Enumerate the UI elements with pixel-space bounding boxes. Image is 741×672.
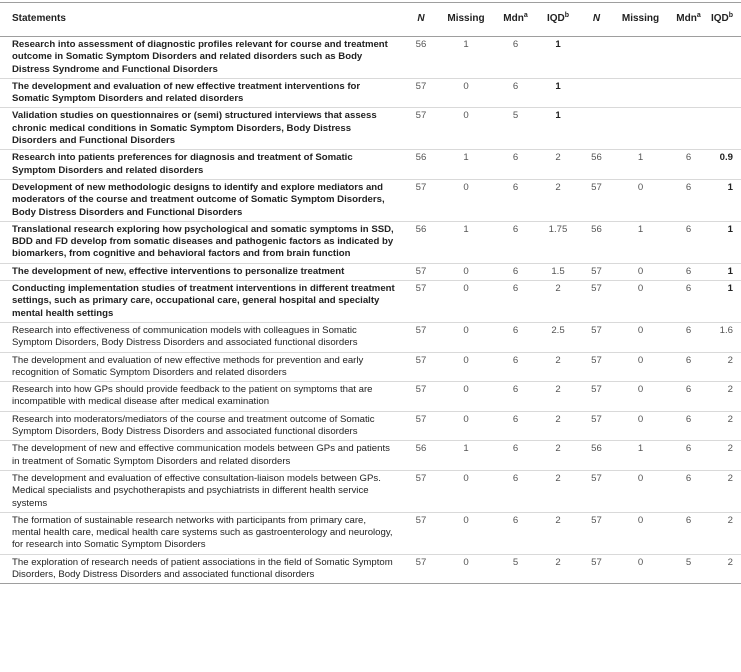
- cell-iqd-round1: 2: [536, 441, 580, 471]
- cell-missing-round1: 0: [437, 322, 495, 352]
- cell-mdn-round1: 6: [495, 263, 536, 280]
- cell-n-round2: 57: [580, 411, 613, 441]
- cell-n-round2: 57: [580, 470, 613, 512]
- cell-n-round1: 57: [405, 263, 437, 280]
- cell-iqd-round1: 1.75: [536, 221, 580, 263]
- cell-mdn-round2: 6: [668, 512, 709, 554]
- header-n-round2: N: [580, 3, 613, 37]
- cell-iqd-round2: 0.9: [709, 150, 741, 180]
- cell-mdn-round2: 5: [668, 554, 709, 584]
- cell-missing-round2: 0: [613, 382, 668, 412]
- delphi-results-table: [0, 2, 741, 584]
- table-row: [0, 352, 741, 382]
- cell-n-round1: 57: [405, 78, 437, 108]
- table-row: [0, 108, 741, 150]
- cell-statement: The development and evaluation of new effective treatment interventions for Somatic Symptom Disorders and related disorders: [0, 78, 405, 108]
- cell-mdn-round2: [668, 37, 709, 79]
- table-row: [0, 441, 741, 471]
- cell-statement: Research into patients preferences for diagnosis and treatment of Somatic Symptom Disorders and related disorders: [0, 150, 405, 180]
- cell-missing-round1: 0: [437, 382, 495, 412]
- cell-statement: Research into effectiveness of communication models with colleagues in Somatic Symptom Disorders, Body Distress Disorders and associated functional disorders: [0, 322, 405, 352]
- cell-mdn-round1: 6: [495, 352, 536, 382]
- cell-missing-round2: 1: [613, 441, 668, 471]
- cell-statement: Development of new methodologic designs to identify and explore mediators and moderators of the course and treatment outcome of Somatic Symptom Disorders, Body Distress Disorders and Functional Disorders: [0, 179, 405, 221]
- table-row: [0, 382, 741, 412]
- cell-n-round2: [580, 108, 613, 150]
- cell-n-round2: 56: [580, 150, 613, 180]
- table-row: [0, 221, 741, 263]
- cell-iqd-round2: 1: [709, 221, 741, 263]
- cell-missing-round1: 0: [437, 411, 495, 441]
- cell-iqd-round1: 2: [536, 352, 580, 382]
- cell-mdn-round2: 6: [668, 179, 709, 221]
- cell-iqd-round1: 1: [536, 108, 580, 150]
- cell-statement: The formation of sustainable research networks with participants from primary care, mental health care, medical health care systems such as gastroenterology and neurology, for research into Somatic Symptom Disorders: [0, 512, 405, 554]
- cell-missing-round1: 1: [437, 221, 495, 263]
- cell-missing-round1: 1: [437, 150, 495, 180]
- cell-mdn-round1: 6: [495, 512, 536, 554]
- cell-missing-round1: 0: [437, 108, 495, 150]
- cell-statement: The development of new, effective interventions to personalize treatment: [0, 263, 405, 280]
- cell-iqd-round1: 2.5: [536, 322, 580, 352]
- cell-iqd-round2: 1.6: [709, 322, 741, 352]
- header-statements: Statements: [0, 3, 405, 37]
- header-missing-round1: Missing: [437, 3, 495, 37]
- cell-iqd-round1: 2: [536, 281, 580, 323]
- cell-statement: Research into moderators/mediators of the course and treatment outcome of Somatic Symptom Disorders, Body Distress Disorders and associated functional disorders: [0, 411, 405, 441]
- cell-mdn-round1: 6: [495, 150, 536, 180]
- cell-mdn-round2: 6: [668, 281, 709, 323]
- header-iqd-round1: IQD$^b$: [536, 3, 580, 37]
- cell-mdn-round2: 6: [668, 322, 709, 352]
- cell-iqd-round1: 1: [536, 78, 580, 108]
- table-header: [0, 3, 741, 37]
- cell-statement: Conducting implementation studies of treatment interventions in different treatment settings, such as primary care, occupational care, general hospital and specialty mental health settings: [0, 281, 405, 323]
- cell-missing-round2: [613, 108, 668, 150]
- cell-missing-round1: 0: [437, 352, 495, 382]
- cell-missing-round2: 0: [613, 179, 668, 221]
- cell-missing-round1: 0: [437, 78, 495, 108]
- cell-n-round2: 57: [580, 281, 613, 323]
- cell-statement: The exploration of research needs of patient associations in the field of Somatic Symptom Disorders, Body Distress Disorders and associated functional disorders: [0, 554, 405, 584]
- cell-n-round2: 57: [580, 179, 613, 221]
- cell-iqd-round2: 2: [709, 411, 741, 441]
- cell-missing-round2: 1: [613, 221, 668, 263]
- cell-n-round1: 57: [405, 322, 437, 352]
- cell-n-round1: 56: [405, 221, 437, 263]
- table-row: [0, 37, 741, 79]
- header-mdn-round2: Mdn$^a$: [668, 3, 709, 37]
- cell-missing-round1: 0: [437, 281, 495, 323]
- cell-iqd-round2: 2: [709, 512, 741, 554]
- cell-missing-round2: 0: [613, 352, 668, 382]
- table-row: [0, 179, 741, 221]
- cell-missing-round2: [613, 37, 668, 79]
- cell-n-round2: 57: [580, 263, 613, 280]
- table-row: [0, 150, 741, 180]
- table-row: [0, 263, 741, 280]
- cell-n-round2: 57: [580, 382, 613, 412]
- cell-iqd-round1: 2: [536, 470, 580, 512]
- cell-n-round2: [580, 78, 613, 108]
- cell-mdn-round2: 6: [668, 441, 709, 471]
- cell-missing-round2: 0: [613, 554, 668, 584]
- table-row: [0, 322, 741, 352]
- table-row: [0, 78, 741, 108]
- cell-missing-round1: 0: [437, 470, 495, 512]
- cell-mdn-round1: 6: [495, 221, 536, 263]
- cell-iqd-round2: 2: [709, 382, 741, 412]
- cell-missing-round2: 0: [613, 411, 668, 441]
- cell-mdn-round1: 6: [495, 441, 536, 471]
- cell-iqd-round2: [709, 78, 741, 108]
- cell-statement: Research into how GPs should provide feedback to the patient on symptoms that are incompatible with medical disease after medical examination: [0, 382, 405, 412]
- cell-mdn-round1: 5: [495, 108, 536, 150]
- cell-missing-round1: 1: [437, 37, 495, 79]
- cell-iqd-round1: 2: [536, 179, 580, 221]
- cell-iqd-round2: 2: [709, 441, 741, 471]
- table-row: [0, 512, 741, 554]
- cell-iqd-round2: 1: [709, 281, 741, 323]
- cell-statement: Research into assessment of diagnostic profiles relevant for course and treatment outcome in Somatic Symptom Disorders and related disorders such as Body Distress Syndrome and Functional Disorders: [0, 37, 405, 79]
- cell-mdn-round2: 6: [668, 470, 709, 512]
- cell-missing-round2: [613, 78, 668, 108]
- cell-missing-round2: 0: [613, 470, 668, 512]
- cell-missing-round1: 0: [437, 554, 495, 584]
- cell-mdn-round1: 6: [495, 37, 536, 79]
- cell-mdn-round2: 6: [668, 221, 709, 263]
- header-mdn-round1: Mdn$^a$: [495, 3, 536, 37]
- cell-iqd-round1: 1: [536, 37, 580, 79]
- cell-statement: Translational research exploring how psychological and somatic symptoms in SSD, BDD and FD develop from somatic diseases and pathogenic factors as indicated by biomarkers, from cognitive and behavioral factors and from brain function: [0, 221, 405, 263]
- cell-mdn-round1: 6: [495, 78, 536, 108]
- cell-n-round1: 57: [405, 382, 437, 412]
- cell-iqd-round1: 2: [536, 512, 580, 554]
- cell-iqd-round2: 1: [709, 263, 741, 280]
- cell-mdn-round2: [668, 108, 709, 150]
- cell-missing-round2: 0: [613, 512, 668, 554]
- cell-n-round2: [580, 37, 613, 79]
- cell-iqd-round2: 2: [709, 554, 741, 584]
- header-n-round1: N: [405, 3, 437, 37]
- cell-mdn-round1: 6: [495, 470, 536, 512]
- cell-n-round1: 57: [405, 352, 437, 382]
- cell-missing-round2: 1: [613, 150, 668, 180]
- cell-mdn-round2: 6: [668, 263, 709, 280]
- cell-iqd-round1: 1.5: [536, 263, 580, 280]
- cell-iqd-round1: 2: [536, 411, 580, 441]
- cell-mdn-round1: 6: [495, 281, 536, 323]
- cell-missing-round2: 0: [613, 281, 668, 323]
- cell-n-round2: 56: [580, 441, 613, 471]
- cell-n-round1: 57: [405, 179, 437, 221]
- cell-n-round2: 57: [580, 322, 613, 352]
- cell-n-round1: 57: [405, 512, 437, 554]
- cell-missing-round2: 0: [613, 322, 668, 352]
- cell-iqd-round2: 2: [709, 352, 741, 382]
- cell-n-round1: 56: [405, 150, 437, 180]
- table-row: [0, 470, 741, 512]
- cell-n-round1: 57: [405, 281, 437, 323]
- cell-mdn-round2: 6: [668, 352, 709, 382]
- table-body: [0, 37, 741, 584]
- cell-n-round1: 56: [405, 441, 437, 471]
- cell-iqd-round2: [709, 37, 741, 79]
- cell-n-round2: 57: [580, 352, 613, 382]
- cell-iqd-round1: 2: [536, 150, 580, 180]
- cell-missing-round1: 1: [437, 441, 495, 471]
- cell-statement: The development and evaluation of effective consultation-liaison models between GPs. Medical specialists and psychotherapists and psychiatrists in different health service systems: [0, 470, 405, 512]
- cell-iqd-round2: 1: [709, 179, 741, 221]
- cell-n-round1: 57: [405, 108, 437, 150]
- cell-mdn-round2: 6: [668, 150, 709, 180]
- table-row: [0, 411, 741, 441]
- cell-n-round1: 56: [405, 37, 437, 79]
- cell-mdn-round2: 6: [668, 382, 709, 412]
- cell-missing-round1: 0: [437, 263, 495, 280]
- cell-missing-round1: 0: [437, 512, 495, 554]
- cell-n-round2: 57: [580, 512, 613, 554]
- cell-mdn-round1: 6: [495, 322, 536, 352]
- cell-n-round2: 56: [580, 221, 613, 263]
- cell-missing-round2: 0: [613, 263, 668, 280]
- cell-n-round1: 57: [405, 411, 437, 441]
- cell-mdn-round2: [668, 78, 709, 108]
- cell-iqd-round1: 2: [536, 382, 580, 412]
- cell-iqd-round2: [709, 108, 741, 150]
- cell-mdn-round1: 6: [495, 411, 536, 441]
- cell-mdn-round1: 6: [495, 382, 536, 412]
- header-missing-round2: Missing: [613, 3, 668, 37]
- table-row: [0, 281, 741, 323]
- header-iqd-round2: IQD$^b$: [709, 3, 741, 37]
- cell-iqd-round2: 2: [709, 470, 741, 512]
- cell-statement: Validation studies on questionnaires or (semi) structured interviews that assess chronic medical conditions in Somatic Symptom Disorders, Body Distress Disorders and Functional Disorders: [0, 108, 405, 150]
- cell-missing-round1: 0: [437, 179, 495, 221]
- table-row: [0, 554, 741, 584]
- cell-statement: The development and evaluation of new effective methods for prevention and early recognition of Somatic Symptom Disorders and related disorders: [0, 352, 405, 382]
- cell-mdn-round1: 5: [495, 554, 536, 584]
- cell-n-round1: 57: [405, 470, 437, 512]
- cell-mdn-round1: 6: [495, 179, 536, 221]
- cell-iqd-round1: 2: [536, 554, 580, 584]
- cell-statement: The development of new and effective communication models between GPs and patients in treatment of Somatic Symptom Disorders and related disorders: [0, 441, 405, 471]
- cell-mdn-round2: 6: [668, 411, 709, 441]
- cell-n-round1: 57: [405, 554, 437, 584]
- cell-n-round2: 57: [580, 554, 613, 584]
